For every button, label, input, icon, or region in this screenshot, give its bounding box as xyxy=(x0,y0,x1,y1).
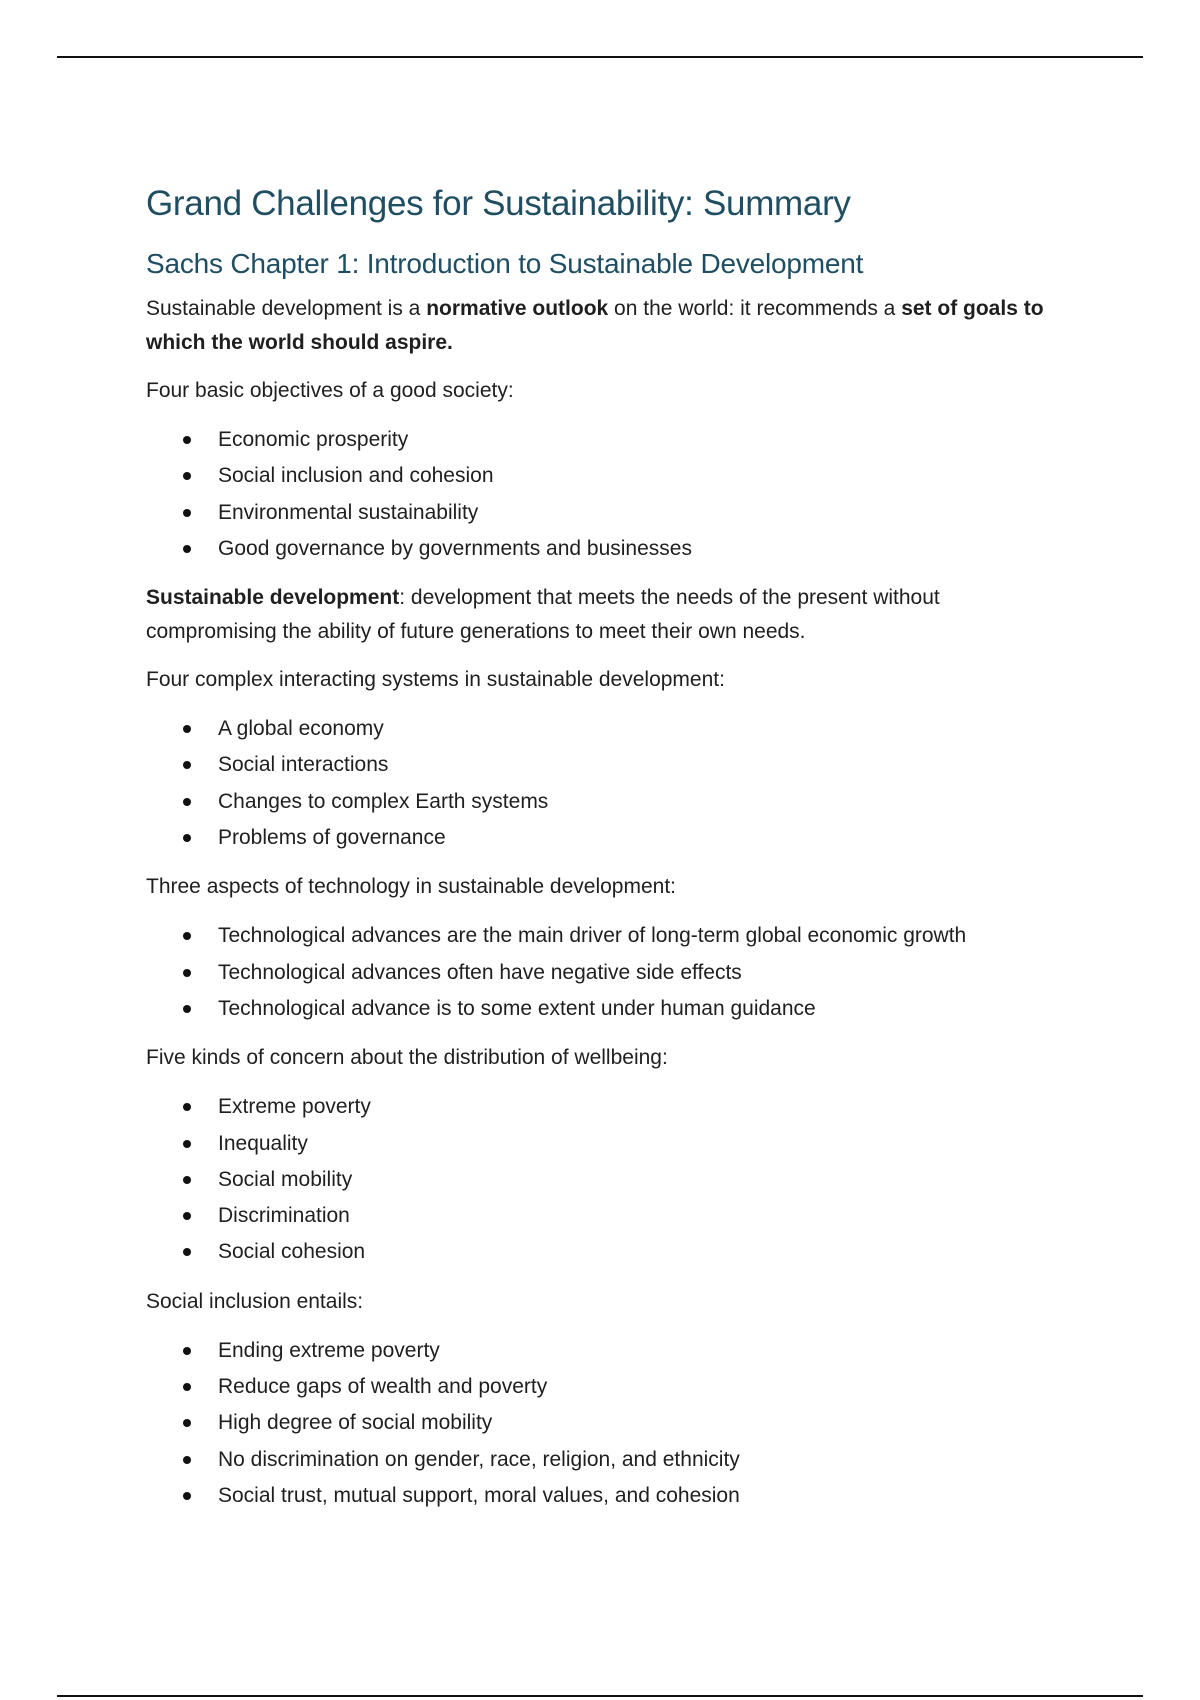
bullet-icon xyxy=(183,1492,191,1500)
bullet-icon xyxy=(183,1347,191,1355)
list-item-text: Discrimination xyxy=(218,1204,350,1228)
list-item-text: Social trust, mutual support, moral values, and cohesion xyxy=(218,1483,740,1507)
footer-rule xyxy=(57,1695,1143,1697)
intro-paragraph xyxy=(146,292,1076,360)
list-item xyxy=(218,1333,1076,1369)
list-item-text: Extreme poverty xyxy=(218,1095,371,1119)
header-rule xyxy=(57,56,1143,58)
intro-bold-1: normative outlook xyxy=(426,297,609,320)
list-item xyxy=(218,458,1076,494)
list-item xyxy=(218,747,1076,783)
list-item-text: Economic prosperity xyxy=(218,428,409,451)
systems-heading: Four complex interacting systems in sustainable development: xyxy=(146,668,725,692)
list-item xyxy=(218,918,1076,954)
list-item-text: Reduce gaps of wealth and poverty xyxy=(218,1375,548,1399)
list-item xyxy=(218,531,1076,567)
bullet-icon xyxy=(183,1212,191,1220)
bullet-icon xyxy=(183,969,191,977)
list-item xyxy=(218,1089,1076,1125)
definition-paragraph xyxy=(146,581,1076,649)
systems-list xyxy=(146,711,1076,856)
list-item xyxy=(218,422,1076,458)
bullet-icon xyxy=(183,1248,191,1256)
bullet-icon xyxy=(183,545,191,553)
wellbeing-list xyxy=(146,1089,1076,1270)
objectives-list xyxy=(146,422,1076,567)
bullet-icon xyxy=(183,509,191,517)
list-item xyxy=(218,1442,1076,1478)
definition-text: : development that meets the needs of the present without compromising the ability of future generations to meet their own needs. xyxy=(146,586,940,644)
chapter-heading: Sachs Chapter 1: Introduction to Sustainable Development xyxy=(146,248,864,279)
bullet-icon xyxy=(183,798,191,806)
bullet-icon xyxy=(183,1456,191,1464)
intro-text-1: Sustainable development is a xyxy=(146,297,427,320)
technology-list xyxy=(146,918,1076,1027)
list-item-text: Technological advances often have negative side effects xyxy=(218,960,742,984)
list-item xyxy=(218,820,1076,856)
list-item xyxy=(218,1126,1076,1162)
list-item-text: No discrimination on gender, race, religion, and ethnicity xyxy=(218,1447,740,1471)
objectives-heading: Four basic objectives of a good society: xyxy=(146,379,514,402)
list-item xyxy=(218,1162,1076,1198)
bullet-icon xyxy=(183,1005,191,1013)
list-item-text: Inequality xyxy=(218,1131,308,1155)
bullet-icon xyxy=(183,834,191,842)
list-item-text: Technological advances are the main driver of long-term global economic growth xyxy=(218,924,967,948)
list-item xyxy=(218,1478,1076,1514)
list-item xyxy=(218,495,1076,531)
bullet-icon xyxy=(183,725,191,733)
bullet-icon xyxy=(183,1140,191,1148)
list-item xyxy=(218,991,1076,1027)
bullet-icon xyxy=(183,1103,191,1111)
inclusion-heading: Social inclusion entails: xyxy=(146,1289,364,1313)
list-item-text: Environmental sustainability xyxy=(218,500,479,524)
intro-text-2: on the world: it recommends a xyxy=(608,297,902,320)
list-item xyxy=(218,1405,1076,1441)
list-item-text: Problems of governance xyxy=(218,826,446,850)
document-body xyxy=(146,180,1076,1514)
list-item xyxy=(218,784,1076,820)
bullet-icon xyxy=(183,932,191,940)
list-item-text: Social cohesion xyxy=(218,1240,366,1264)
bullet-icon xyxy=(183,1176,191,1184)
list-item-text: Social mobility xyxy=(218,1167,353,1191)
list-item-text: Social interactions xyxy=(218,753,389,777)
list-item-text: Changes to complex Earth systems xyxy=(218,789,549,813)
definition-term: Sustainable development xyxy=(146,586,400,610)
bullet-icon xyxy=(183,436,191,444)
bullet-icon xyxy=(183,472,191,480)
wellbeing-heading: Five kinds of concern about the distribution of wellbeing: xyxy=(146,1046,668,1070)
bullet-icon xyxy=(183,1383,191,1391)
bullet-icon xyxy=(183,761,191,769)
list-item-text: A global economy xyxy=(218,717,384,741)
list-item-text: Technological advance is to some extent under human guidance xyxy=(218,996,816,1020)
list-item-text: Ending extreme poverty xyxy=(218,1338,440,1362)
list-item xyxy=(218,1234,1076,1270)
bullet-icon xyxy=(183,1419,191,1427)
document-title: Grand Challenges for Sustainability: Summary xyxy=(146,184,851,223)
list-item xyxy=(218,955,1076,991)
technology-heading: Three aspects of technology in sustainable development: xyxy=(146,875,676,899)
list-item xyxy=(218,1369,1076,1405)
list-item xyxy=(218,1198,1076,1234)
intro-bold-2: set of goals to which the world should aspire. xyxy=(146,297,1044,354)
list-item-text: Social inclusion and cohesion xyxy=(218,464,494,488)
list-item-text: High degree of social mobility xyxy=(218,1411,493,1435)
list-item-text: Good governance by governments and businesses xyxy=(218,536,692,560)
list-item xyxy=(218,711,1076,747)
inclusion-list xyxy=(146,1333,1076,1514)
